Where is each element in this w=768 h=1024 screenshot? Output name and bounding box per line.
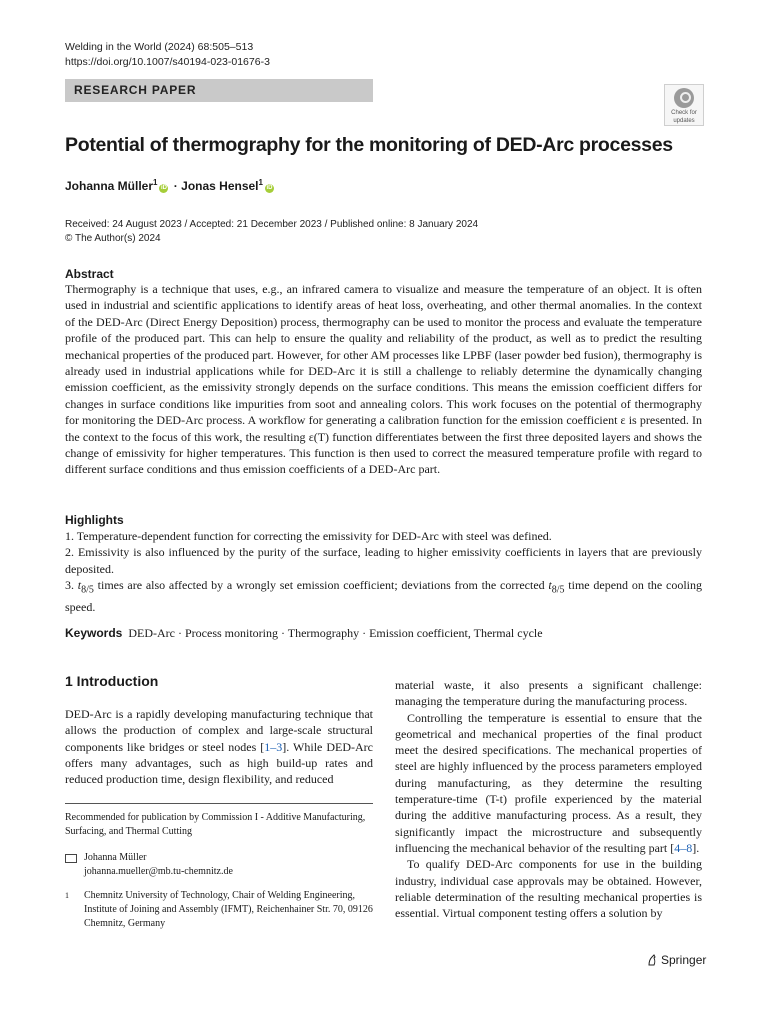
abstract-text: Thermography is a technique that uses, e.g., an infrared camera to visualize and measure the temperature of an object. It is often used in industrial and scientific applications to identify areas of heat loss, overheating, and other thermal anomalies. In the context of the DED-Arc (Direct Energy Deposition) process, thermography can be used to monitor the process and evaluate the temperature profile of the produced part. This can help to ensure the quality and reliability of the product, as well as to predict the resulting mechanical properties of the produced part. However, for other AM processes like LPBF (laser powder bed fusion), thermography is already used in industrial applications while for DED-Arc it is still a challenge to reliably determine the dynamically changing emission coefficient, as the emissivity strongly depends on the surface conditions. This means the emission coefficient differs for changes in surface conditions like impurities from soot and annealing colors. This work focuses on the potential of thermography for monitoring the DED-Arc process. A workflow for generating a calibration function for the emission coefficient ε is presented. In the context to the focus of this work, the resulting ε(T) function differentiates between the first three deposited layers and shows the change of emissivity for higher temperatures. This function is then used to correct the measured temperature profile with regard to different surface conditions and thus emission coefficients of a DED-Arc part.: [65, 282, 702, 477]
copyright-line: © The Author(s) 2024: [65, 233, 161, 244]
intro-paragraph: To qualify DED-Arc components for use in the building industry, individual case approvals may be obtained. However, reliable determination of the resulting mechanical properties is essential. Virtual component testing offers a solution by: [395, 857, 702, 921]
author-name: Jonas Hensel: [181, 179, 259, 193]
highlight-item: 2. Emissivity is also influenced by the purity of the surface, leading to higher emissivity coefficients in layers that are previously deposited.: [65, 545, 702, 576]
orcid-icon[interactable]: iD: [160, 185, 167, 191]
paragraph-continued: material waste, it also presents a significant challenge: managing the temperature during the manufacturing process.: [395, 678, 702, 709]
section-heading-introduction: 1 Introduction: [65, 673, 159, 689]
abstract-heading: Abstract: [65, 267, 114, 281]
doi-link[interactable]: https://doi.org/10.1007/s40194-023-01676-3: [65, 56, 270, 68]
symbol-subscript: 8/5: [551, 584, 565, 596]
intro-paragraph: [65, 706, 373, 787]
article-type-banner: [65, 79, 373, 102]
paragraph-text: ].: [692, 840, 700, 855]
paper-title: Potential of thermography for the monitoring of DED-Arc processes: [65, 134, 673, 156]
intro-right-column: [395, 677, 702, 921]
contact-email[interactable]: johanna.mueller@mb.tu-chemnitz.de: [84, 866, 233, 877]
highlights-list: [65, 528, 702, 615]
paragraph-text: DED-Arc is a rapidly developing manufacturing technique that allows the production of complex and large-scale structural components like bridges or steel nodes [: [65, 707, 373, 754]
affiliation-number: 1: [65, 891, 69, 900]
contact-name: Johanna Müller: [84, 852, 147, 863]
orcid-icon[interactable]: iD: [266, 185, 273, 191]
recommendation-footnote: Recommended for publication by Commission I - Additive Manufacturing, Surfacing, and Thermal Cutting: [65, 812, 366, 837]
journal-header: [65, 40, 270, 70]
publisher-name: Springer: [661, 953, 707, 967]
affiliation-text: Chemnitz University of Technology, Chair of Welding Engineering, Institute of Joining and Assembly (IFMT), Reichenhainer Str. 70, 09126 Chemnitz, Germany: [84, 890, 373, 929]
highlight-item: 1. Temperature-dependent function for correcting the emissivity for DED-Arc with steel was defined.: [65, 529, 552, 543]
keywords-list: DED-Arc · Process monitoring · Thermography · Emission coefficient, Thermal cycle: [128, 626, 543, 640]
footnote-divider: [65, 803, 373, 804]
highlight-number: 3.: [65, 578, 78, 593]
highlight-text: times are also affected by a wrongly set emission coefficient; deviations from the corrected: [93, 578, 549, 593]
envelope-icon: [65, 854, 77, 863]
author-list: [65, 178, 276, 193]
article-type-label: RESEARCH PAPER: [74, 83, 197, 97]
check-for-updates-badge[interactable]: [664, 84, 704, 126]
highlights-heading: Highlights: [65, 513, 124, 527]
highlight-text: time depend on the cooling speed.: [65, 578, 702, 615]
symbol-t: t: [77, 578, 82, 593]
check-updates-icon: [674, 88, 694, 108]
author-affiliation-mark: 1: [258, 178, 263, 187]
citation-link[interactable]: 4–8: [674, 840, 693, 855]
check-updates-line2: updates: [673, 118, 695, 124]
intro-paragraph: [395, 710, 702, 857]
paragraph-text: ]. While DED-Arc offers many advantages, such as high build-up rates and reduced production time, design flexibility, and reduced: [65, 739, 373, 787]
publication-dates: [65, 218, 478, 246]
journal-citation: Welding in the World (2024) 68:505–513: [65, 41, 254, 53]
history-dates: Received: 24 August 2023 / Accepted: 21 December 2023 / Published online: 8 January 2024: [65, 219, 479, 230]
symbol-t: t: [548, 578, 552, 593]
author-separator: ·: [170, 179, 182, 193]
check-updates-line1: Check for: [671, 110, 697, 116]
paragraph-text: Controlling the temperature is essential to ensure that the geometrical and mechanical properties of the final product meet the desired specifications. The mechanical properties of steel are highly influenced by the process parameters employed during manufacturing, as they determine the resulting temperature-time (T-t) profile experienced by the material during the additive manufacturing process. As a result, they significantly impact the microstructure and subsequently influencing the mechanical behavior of the resulting part [: [395, 710, 702, 855]
publisher-logo: [646, 953, 706, 967]
keywords: [65, 626, 543, 641]
keywords-label: Keywords: [65, 626, 123, 640]
springer-horse-icon: [646, 954, 658, 966]
author-affiliation-mark: 1: [153, 178, 158, 187]
symbol-subscript: 8/5: [81, 584, 94, 596]
citation-link[interactable]: 1–3: [264, 739, 283, 754]
highlight-item: [65, 577, 702, 615]
author-name: Johanna Müller: [65, 179, 154, 193]
